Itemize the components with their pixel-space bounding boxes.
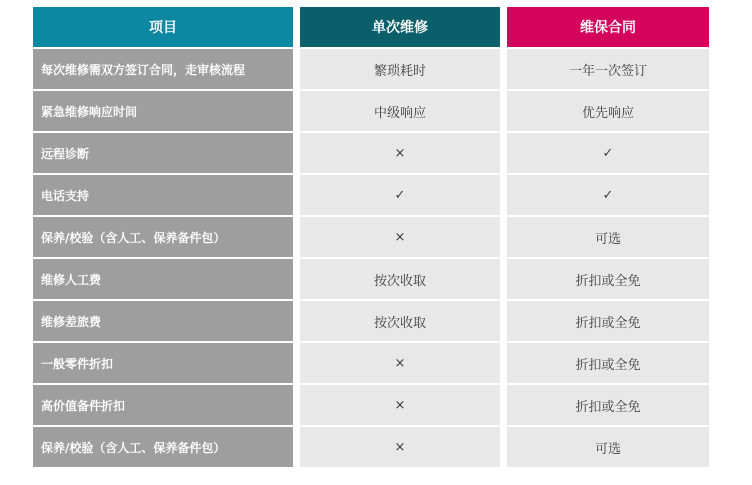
cell-maintenance-contract: 折扣或全免 — [507, 343, 709, 383]
cell-single-repair: × — [300, 385, 500, 425]
row-label: 远程诊断 — [33, 133, 293, 173]
cell-maintenance-contract: 折扣或全免 — [507, 301, 709, 341]
column-header-maintenance-contract: 维保合同 — [507, 7, 709, 47]
cell-single-repair: × — [300, 217, 500, 257]
cell-maintenance-contract: 可选 — [507, 217, 709, 257]
cell-single-repair: ✓ — [300, 175, 500, 215]
cell-maintenance-contract: 折扣或全免 — [507, 259, 709, 299]
row-label: 每次维修需双方签订合同，走审核流程 — [33, 49, 293, 89]
row-label: 维修人工费 — [33, 259, 293, 299]
row-label: 保养/校验（含人工、保养备件包） — [33, 217, 293, 257]
cell-maintenance-contract: ✓ — [507, 175, 709, 215]
cell-single-repair: × — [300, 133, 500, 173]
cell-single-repair: 按次收取 — [300, 301, 500, 341]
cell-single-repair: 繁琐耗时 — [300, 49, 500, 89]
cell-single-repair: 按次收取 — [300, 259, 500, 299]
column-header-item: 项目 — [33, 7, 293, 47]
cell-maintenance-contract: 可选 — [507, 427, 709, 467]
row-label: 一般零件折扣 — [33, 343, 293, 383]
cell-maintenance-contract: 折扣或全免 — [507, 385, 709, 425]
row-label: 高价值备件折扣 — [33, 385, 293, 425]
cell-single-repair: × — [300, 343, 500, 383]
row-label: 维修差旅费 — [33, 301, 293, 341]
cell-single-repair: × — [300, 427, 500, 467]
column-header-single-repair: 单次维修 — [300, 7, 500, 47]
cell-maintenance-contract: 一年一次签订 — [507, 49, 709, 89]
row-label: 保养/校验（含人工、保养备件包） — [33, 427, 293, 467]
comparison-table — [33, 7, 709, 467]
row-label: 紧急维修响应时间 — [33, 91, 293, 131]
cell-single-repair: 中级响应 — [300, 91, 500, 131]
cell-maintenance-contract: 优先响应 — [507, 91, 709, 131]
row-label: 电话支持 — [33, 175, 293, 215]
cell-maintenance-contract: ✓ — [507, 133, 709, 173]
